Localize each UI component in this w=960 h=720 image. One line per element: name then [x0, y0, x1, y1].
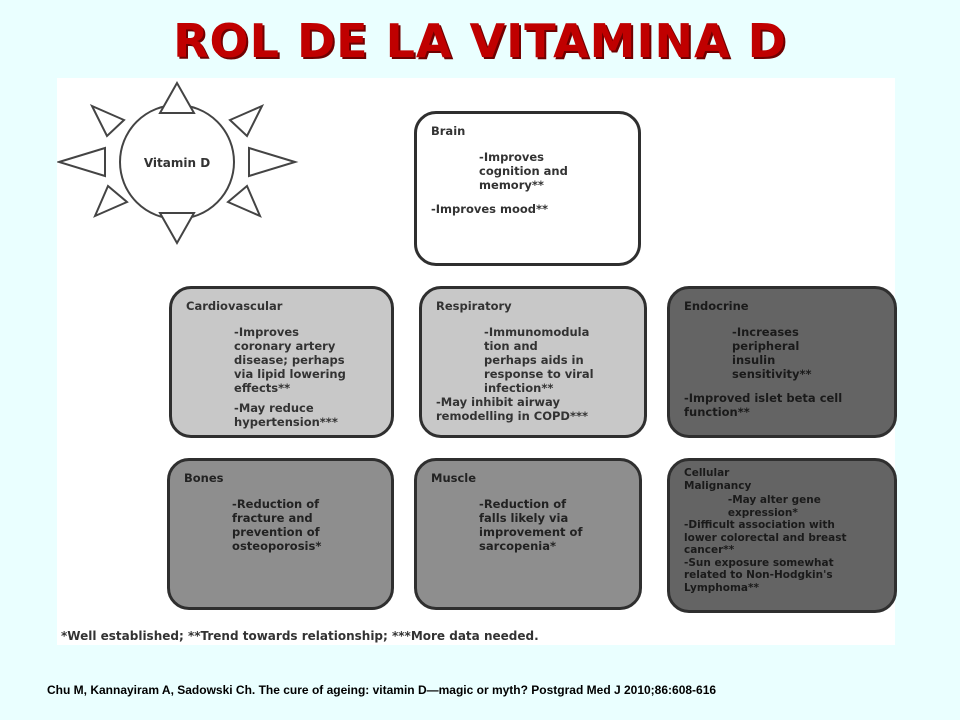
box-line: response to viral — [436, 367, 594, 381]
sun-ray-bottom-right — [228, 186, 260, 216]
box-cardiovascular — [169, 286, 394, 438]
box-line: peripheral — [684, 339, 800, 353]
sun-ray-right — [249, 148, 295, 176]
vitamin-d-diagram — [57, 78, 895, 645]
box-line: osteoporosis* — [184, 539, 322, 553]
box-heading: Cardiovascular — [186, 299, 283, 313]
box-line: remodelling in COPD*** — [436, 409, 588, 423]
box-line: -May alter gene — [684, 494, 821, 506]
box-line: via lipid lowering — [186, 367, 346, 381]
box-line — [684, 381, 886, 391]
box-line: perhaps aids in — [436, 353, 584, 367]
box-line: -Improves — [186, 325, 300, 339]
box-muscle — [414, 458, 642, 610]
citation: Chu M, Kannayiram A, Sadowski Ch. The cure of ageing: vitamin D—magic or myth? Postgrad Med J 2010;86:608-616 — [47, 683, 717, 697]
sun-ray-top-right — [230, 106, 262, 136]
box-line: -Increases — [684, 325, 799, 339]
box-line: disease; perhaps — [186, 353, 345, 367]
box-line: sarcopenia* — [431, 539, 556, 553]
box-heading: Endocrine — [684, 299, 749, 313]
sun-ray-bottom — [160, 213, 194, 243]
box-line: sensitivity** — [684, 367, 812, 381]
box-line: -Improves mood** — [431, 202, 549, 216]
box-line: lower colorectal and breast — [684, 531, 847, 544]
box-line: cancer** — [684, 544, 735, 556]
evidence-footnote: *Well established; **Trend towards relationship; ***More data needed. — [61, 629, 539, 643]
sun-ray-top — [160, 83, 194, 113]
box-line: hypertension*** — [186, 415, 338, 429]
box-bones — [167, 458, 394, 610]
box-line: insulin — [684, 353, 776, 367]
box-line: -Reduction of — [184, 497, 320, 511]
box-heading: Brain — [431, 124, 466, 138]
box-line: -Reduction of — [431, 497, 567, 511]
sun-label: Vitamin D — [143, 156, 211, 170]
box-line: memory** — [431, 178, 544, 192]
box-line: infection** — [436, 381, 554, 395]
box-line: -Improved islet beta cell — [684, 391, 843, 405]
box-line: prevention of — [184, 525, 320, 539]
box-line: -Immunomodula — [436, 325, 590, 339]
sun-icon — [57, 78, 307, 253]
slide-title: ROL DE LA VITAMINA D — [173, 14, 787, 68]
box-line: Lymphoma** — [684, 581, 759, 594]
box-line: cognition and — [431, 164, 568, 178]
box-line: expression* — [684, 506, 798, 519]
box-line: improvement of — [431, 525, 583, 539]
box-cellular-malignancy — [667, 458, 897, 613]
box-line: tion and — [436, 339, 538, 353]
box-respiratory — [419, 286, 647, 438]
box-line: -Difficult association with — [684, 519, 835, 531]
box-brain — [414, 111, 641, 266]
box-line: function** — [684, 405, 750, 419]
sun-ray-left — [59, 148, 105, 176]
box-line: -May reduce — [186, 401, 314, 415]
box-line: effects** — [186, 381, 291, 395]
sun-ray-bottom-left — [95, 186, 127, 216]
box-line: fracture and — [184, 511, 313, 525]
sun-ray-top-left — [92, 106, 124, 136]
box-heading: Cellular Malignancy — [684, 467, 752, 492]
box-line: falls likely via — [431, 511, 569, 525]
box-line: -Sun exposure somewhat — [684, 556, 834, 569]
box-heading: Muscle — [431, 471, 477, 485]
box-line: coronary artery — [186, 339, 336, 353]
box-heading: Respiratory — [436, 299, 512, 313]
box-endocrine — [667, 286, 897, 438]
box-heading: Bones — [184, 471, 224, 485]
box-line: -May inhibit airway — [436, 395, 560, 409]
box-line: -Improves — [431, 150, 545, 164]
box-line: related to Non-Hodgkin's — [684, 569, 833, 581]
